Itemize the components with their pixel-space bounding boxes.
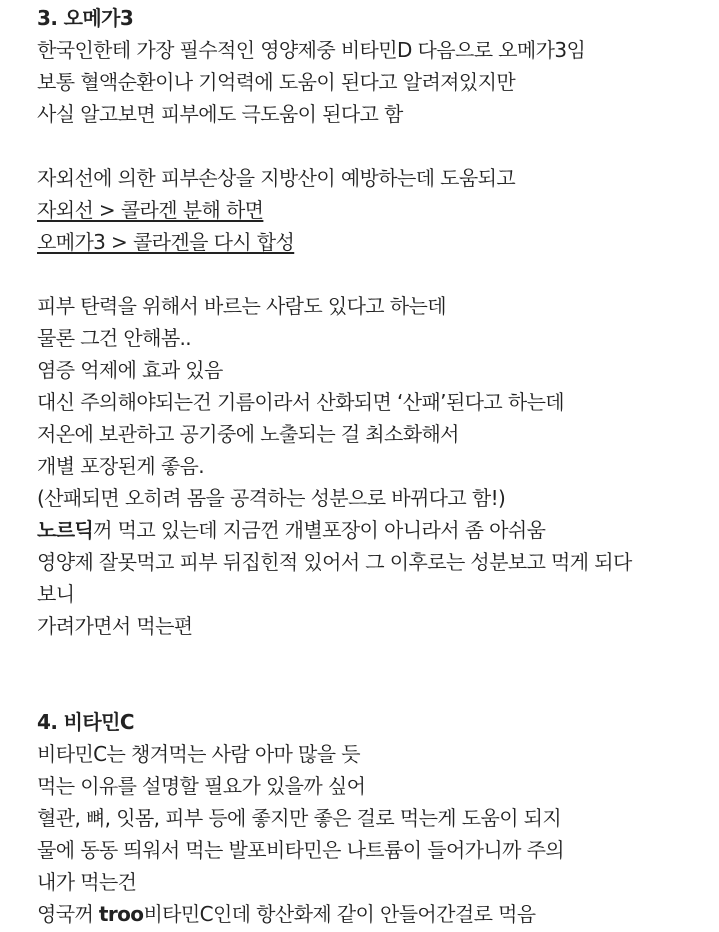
text-line: 보통 혈액순환이나 기억력에 도움이 된다고 알려져있지만 [37,70,516,94]
brand-line-prefix: 영국꺼 [37,902,99,926]
section-heading-vitamin-c: 4. 비타민C [37,710,134,734]
text-line: 피부 탄력을 위해서 바르는 사람도 있다고 하는데 [37,294,446,318]
blank-line [37,130,707,162]
text-line: 가려가면서 먹는편 [37,614,193,638]
brand-line-text: 꺼 먹고 있는데 지금껀 개별포장이 아니라서 좀 아쉬움 [93,518,546,542]
text-line: (산패되면 오히려 몸을 공격하는 성분으로 바뀌다고 함!) [37,486,506,510]
underlined-text: 자외선 > 콜라겐 분해 하면 [37,198,264,222]
text-line: 물론 그건 안해봄.. [37,326,192,350]
article-body [37,2,707,930]
text-line: 염증 억제에 효과 있음 [37,358,223,382]
text-line: 저온에 보관하고 공기중에 노출되는 걸 최소화해서 [37,422,459,446]
brand-line [37,514,707,546]
text-line: 보니 [37,582,75,606]
text-line: 내가 먹는건 [37,870,137,894]
brand-name: troo [98,902,144,926]
text-line: 개별 포장된게 좋음. [37,454,205,478]
text-line: 영양제 잘못먹고 피부 뒤집힌적 있어서 그 이후로는 성분보고 먹게 되다 [37,550,632,574]
underlined-text: 오메가3 > 콜라겐을 다시 합성 [37,230,295,254]
text-line: 먹는 이유를 설명할 필요가 있을까 싶어 [37,774,366,798]
underlined-line [37,194,707,226]
text-line: 대신 주의해야되는건 기름이라서 산화되면 ‘산패’된다고 하는데 [37,390,565,414]
brand-line-text: 비타민C인데 항산화제 같이 안들어간걸로 먹음 [143,902,536,926]
blank-line [37,642,707,706]
brand-line [37,898,707,930]
text-line: 비타민C는 챙겨먹는 사람 아마 많을 듯 [37,742,360,766]
section-heading-omega3: 3. 오메가3 [37,6,134,30]
text-line: 혈관, 뼈, 잇몸, 피부 등에 좋지만 좋은 걸로 먹는게 도움이 되지 [37,806,562,830]
text-line: 물에 동동 띄워서 먹는 발포비타민은 나트륨이 들어가니까 주의 [37,838,565,862]
underlined-line [37,226,707,258]
text-line: 자외선에 의한 피부손상을 지방산이 예방하는데 도움되고 [37,166,516,190]
text-line: 사실 알고보면 피부에도 극도움이 된다고 함 [37,102,403,126]
text-line: 한국인한테 가장 필수적인 영양제중 비타민D 다음으로 오메가3임 [37,38,586,62]
brand-name: 노르딕 [37,518,94,542]
blank-line [37,258,707,290]
